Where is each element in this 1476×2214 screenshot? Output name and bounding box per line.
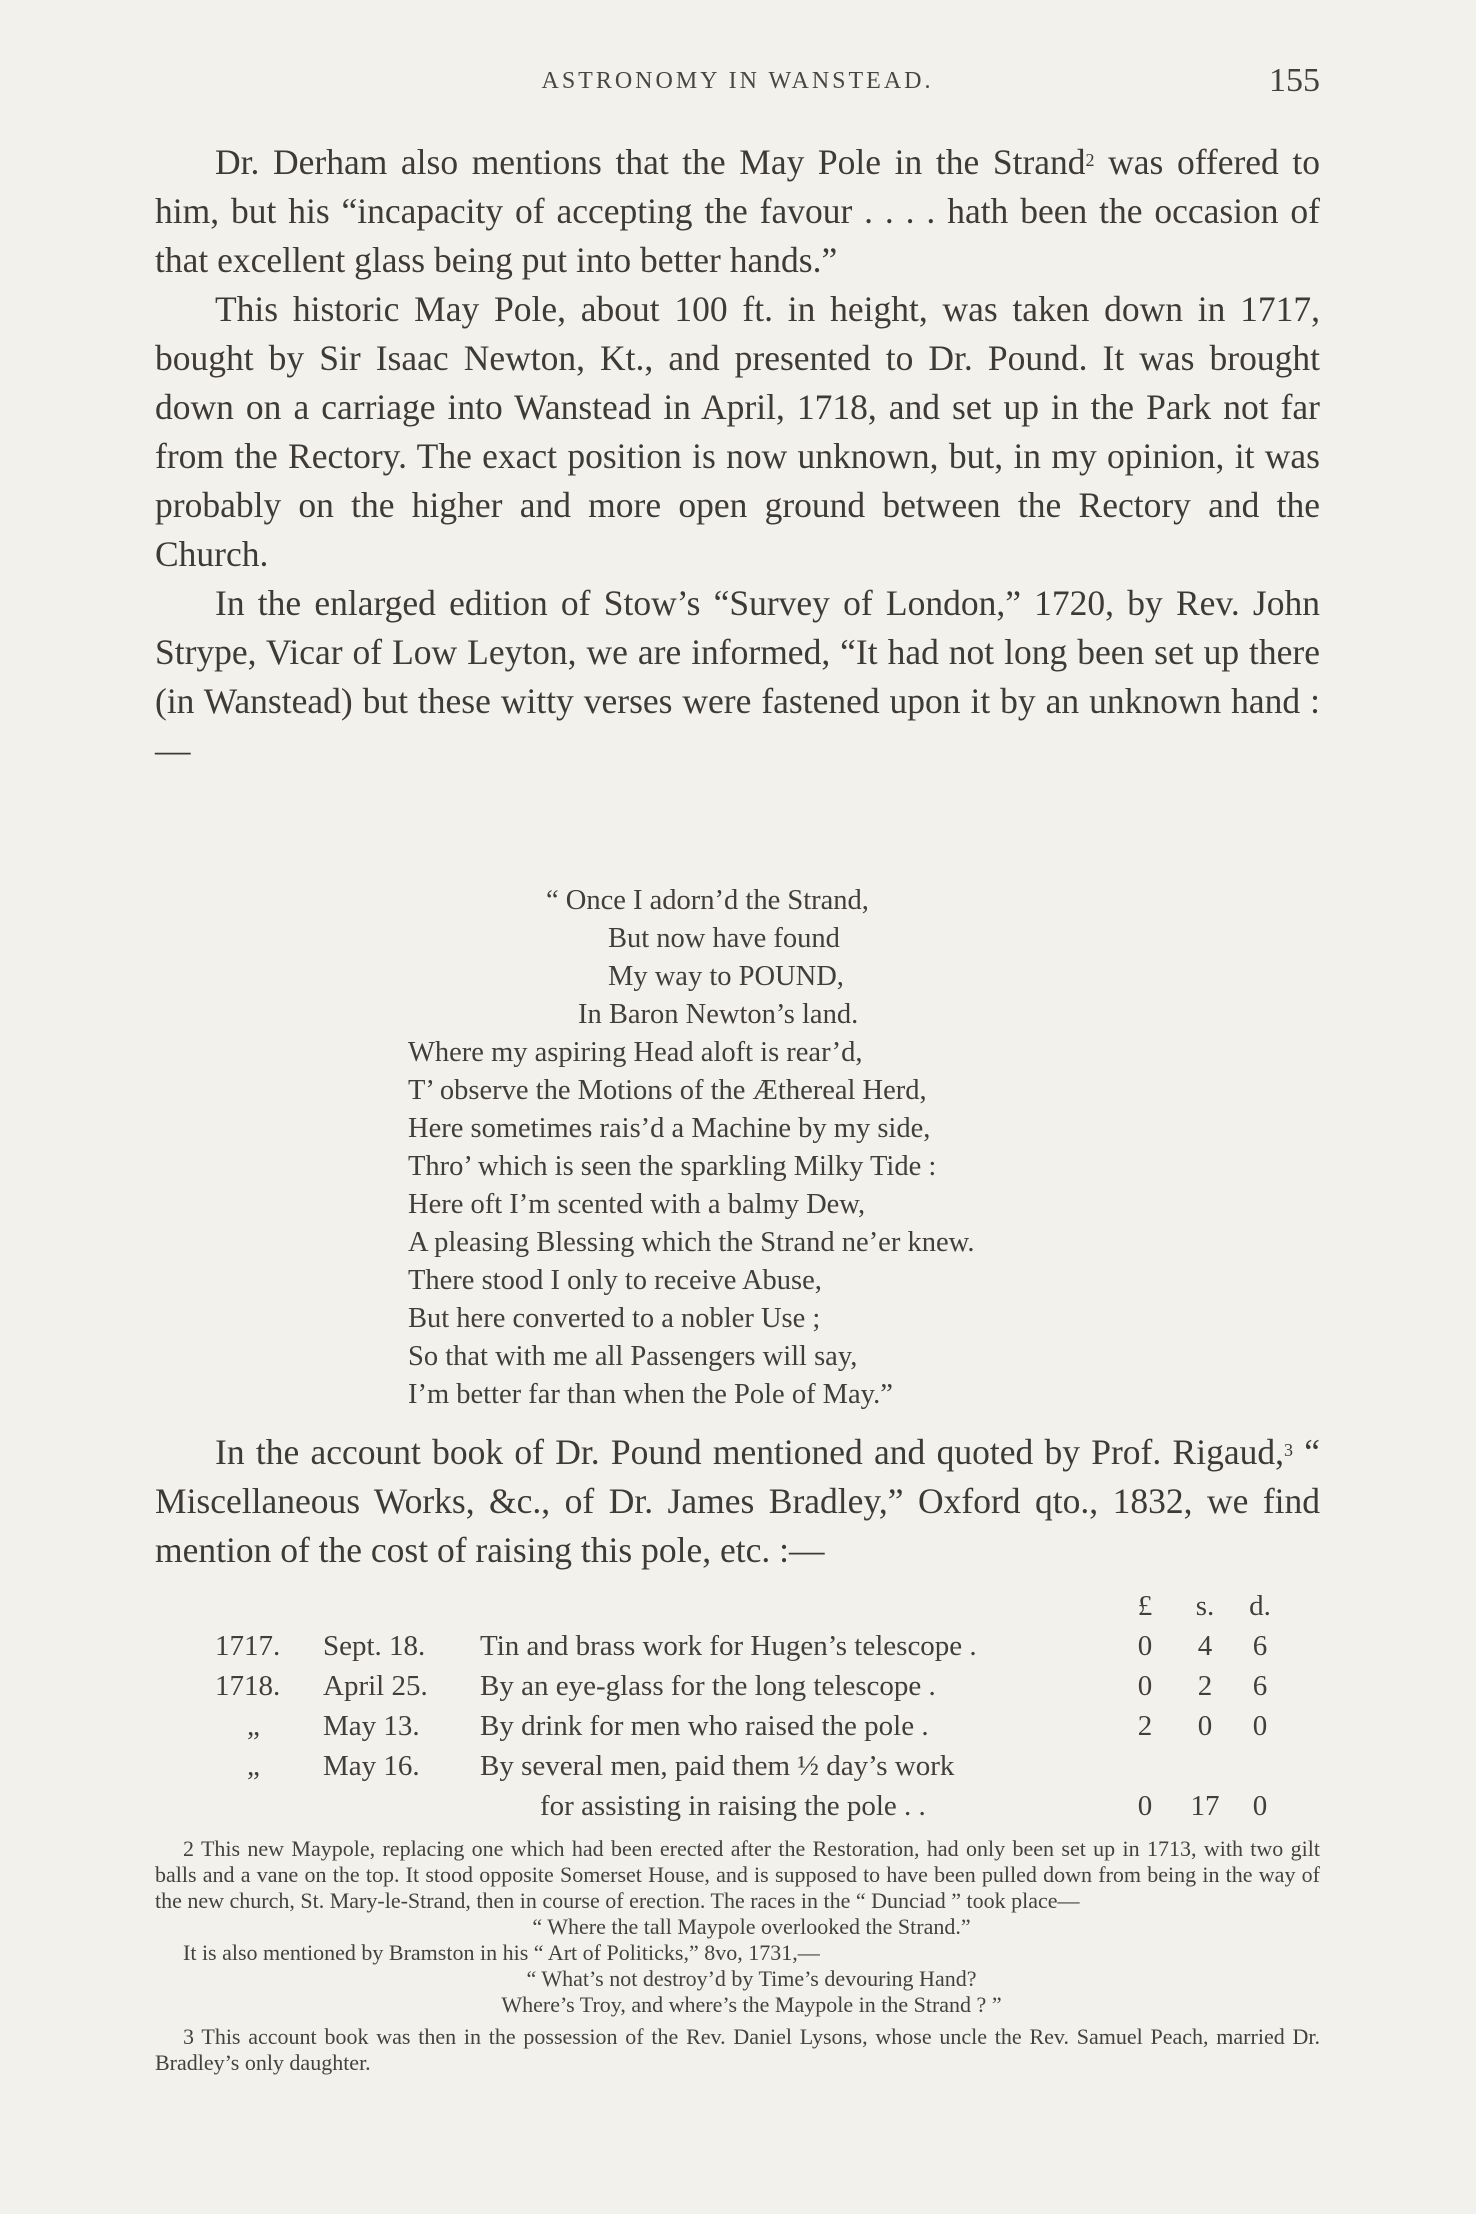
page-number: 155 xyxy=(1269,62,1320,99)
row-year: 1717. xyxy=(215,1630,281,1662)
row-description: for assisting in raising the pole . . xyxy=(540,1790,926,1822)
row-shillings: 0 xyxy=(1197,1710,1213,1742)
paragraph-derham xyxy=(155,138,1320,285)
poem-line: “ Once I adorn’d the Strand, xyxy=(546,885,869,916)
paragraph-account-book xyxy=(155,1428,1320,1575)
footnote-2-bramston: It is also mentioned by Bramston in his “ Art of Politicks,” 8vo, 1731,— xyxy=(183,1940,820,1965)
poem-line: Here oft I’m scented with a balmy Dew, xyxy=(408,1189,866,1220)
shilling-header: s. xyxy=(1195,1590,1215,1622)
row-year: 1718. xyxy=(215,1670,281,1702)
row-date: April 25. xyxy=(323,1670,428,1702)
footnote-2 xyxy=(155,1836,1320,1940)
accounts-header-row xyxy=(155,1590,1320,1630)
pence-header: d. xyxy=(1249,1590,1271,1622)
row-pence: 0 xyxy=(1252,1790,1268,1822)
row-date: Sept. 18. xyxy=(323,1630,426,1662)
poem-line: Where my aspiring Head aloft is rear’d, xyxy=(408,1037,863,1068)
running-head: ASTRONOMY IN WANSTEAD. xyxy=(541,68,934,94)
row-pounds: 0 xyxy=(1137,1630,1153,1662)
row-pounds: 0 xyxy=(1137,1790,1153,1822)
table-row xyxy=(155,1630,1320,1670)
footnote-ref-2: 2 xyxy=(1085,150,1095,170)
row-shillings: 4 xyxy=(1197,1630,1213,1662)
poem-line: There stood I only to receive Abuse, xyxy=(408,1265,822,1296)
poem-line: A pleasing Blessing which the Strand ne’er knew. xyxy=(408,1227,975,1258)
body-text-account xyxy=(155,1428,1320,1575)
poem-line: So that with me all Passengers will say, xyxy=(408,1341,858,1372)
footnote-2-quote-line2: Where’s Troy, and where’s the Maypole in the Strand ? ” xyxy=(501,1992,1002,2017)
poem-line: But here converted to a nobler Use ; xyxy=(408,1303,821,1334)
pound-header: £ xyxy=(1137,1590,1153,1622)
footnote-ref-3: 3 xyxy=(1283,1440,1293,1460)
table-row xyxy=(155,1670,1320,1710)
footnote-3: 3 This account book was then in the possession of the Rev. Daniel Lysons, whose uncle the Rev. Samuel Peach, married Dr. Bradley’s only daughter. xyxy=(155,2024,1320,2075)
footnote-2-continued xyxy=(155,1940,1320,2018)
poem-line: I’m better far than when the Pole of May.” xyxy=(408,1379,893,1410)
poem xyxy=(408,882,1208,1414)
paragraph-account-text-a: In the account book of Dr. Pound mentioned and quoted by Prof. Rigaud, xyxy=(215,1432,1284,1472)
accounts-table xyxy=(155,1590,1320,1830)
table-row xyxy=(155,1750,1320,1790)
poem-line: My way to POUND, xyxy=(608,961,844,992)
poem-line: In Baron Newton’s land. xyxy=(578,999,859,1030)
table-row xyxy=(155,1710,1320,1750)
row-year: „ xyxy=(247,1710,260,1742)
row-pence: 6 xyxy=(1252,1670,1268,1702)
paragraph-derham-text-a: Dr. Derham also mentions that the May Pole in the Strand xyxy=(215,142,1086,182)
row-shillings: 2 xyxy=(1197,1670,1213,1702)
row-description: Tin and brass work for Hugen’s telescope . xyxy=(480,1630,977,1662)
row-pence: 6 xyxy=(1252,1630,1268,1662)
page-header xyxy=(155,62,1320,112)
table-row xyxy=(155,1790,1320,1830)
poem-line: T’ observe the Motions of the Æthereal Herd, xyxy=(408,1075,927,1106)
poem-line: Here sometimes rais’d a Machine by my side, xyxy=(408,1113,931,1144)
footnotes xyxy=(155,1836,1320,2076)
poem-line: But now have found xyxy=(608,923,840,954)
poem-line: Thro’ which is seen the sparkling Milky Tide : xyxy=(408,1151,937,1182)
row-date: May 13. xyxy=(323,1710,420,1742)
body-text-top xyxy=(155,138,1320,775)
row-description: By an eye-glass for the long telescope . xyxy=(480,1670,936,1702)
paragraph-account-text-b: “ Miscellaneous Works, &c., of Dr. James Bradley,” Oxford qto., 1832, we find mention of the cost of raising this pole, etc. :— xyxy=(155,1432,1320,1570)
row-shillings: 17 xyxy=(1190,1790,1220,1822)
row-year: „ xyxy=(247,1750,260,1782)
row-pounds: 2 xyxy=(1137,1710,1153,1742)
row-pounds: 0 xyxy=(1137,1670,1153,1702)
footnote-2-quote-line1: “ What’s not destroy’d by Time’s devouring Hand? xyxy=(526,1966,977,1991)
row-date: May 16. xyxy=(323,1750,420,1782)
paragraph-maypole: This historic May Pole, about 100 ft. in height, was taken down in 1717, bought by Sir Isaac Newton, Kt., and presented to Dr. Pound. It was brought down on a carriage into Wanstead in April, 1718, and set up in the Park not far from the Rectory. The exact position is now unknown, but, in my opinion, it was probably on the higher and more open ground between the Rectory and the Church. xyxy=(155,289,1320,574)
paragraph-stow: In the enlarged edition of Stow’s “Survey of London,” 1720, by Rev. John Strype, Vicar of Low Leyton, we are informed, “It had not long been set up there (in Wanstead) but these witty verses were fastened upon it by an unknown hand :— xyxy=(155,583,1320,770)
footnote-2-quote-dunciad: “ Where the tall Maypole overlooked the Strand.” xyxy=(532,1914,971,1939)
row-description: By drink for men who raised the pole . xyxy=(480,1710,929,1742)
paragraph-derham-text-b: was offered to him, but his “incapacity of accepting the favour . . . . hath been the occasion of that excellent glass being put into better hands.” xyxy=(155,142,1321,280)
row-pence: 0 xyxy=(1252,1710,1268,1742)
row-description: By several men, paid them ½ day’s work xyxy=(480,1750,955,1782)
footnote-2-text: 2 This new Maypole, replacing one which had been erected after the Restoration, had only been set up in 1713, with two gilt balls and a vane on the top. It stood opposite Somerset House, and is supposed to have been pulled down from being in the way of the new church, St. Mary-le-Strand, then in course of erection. The races in the “ Dunciad ” took place— xyxy=(155,1836,1320,1913)
